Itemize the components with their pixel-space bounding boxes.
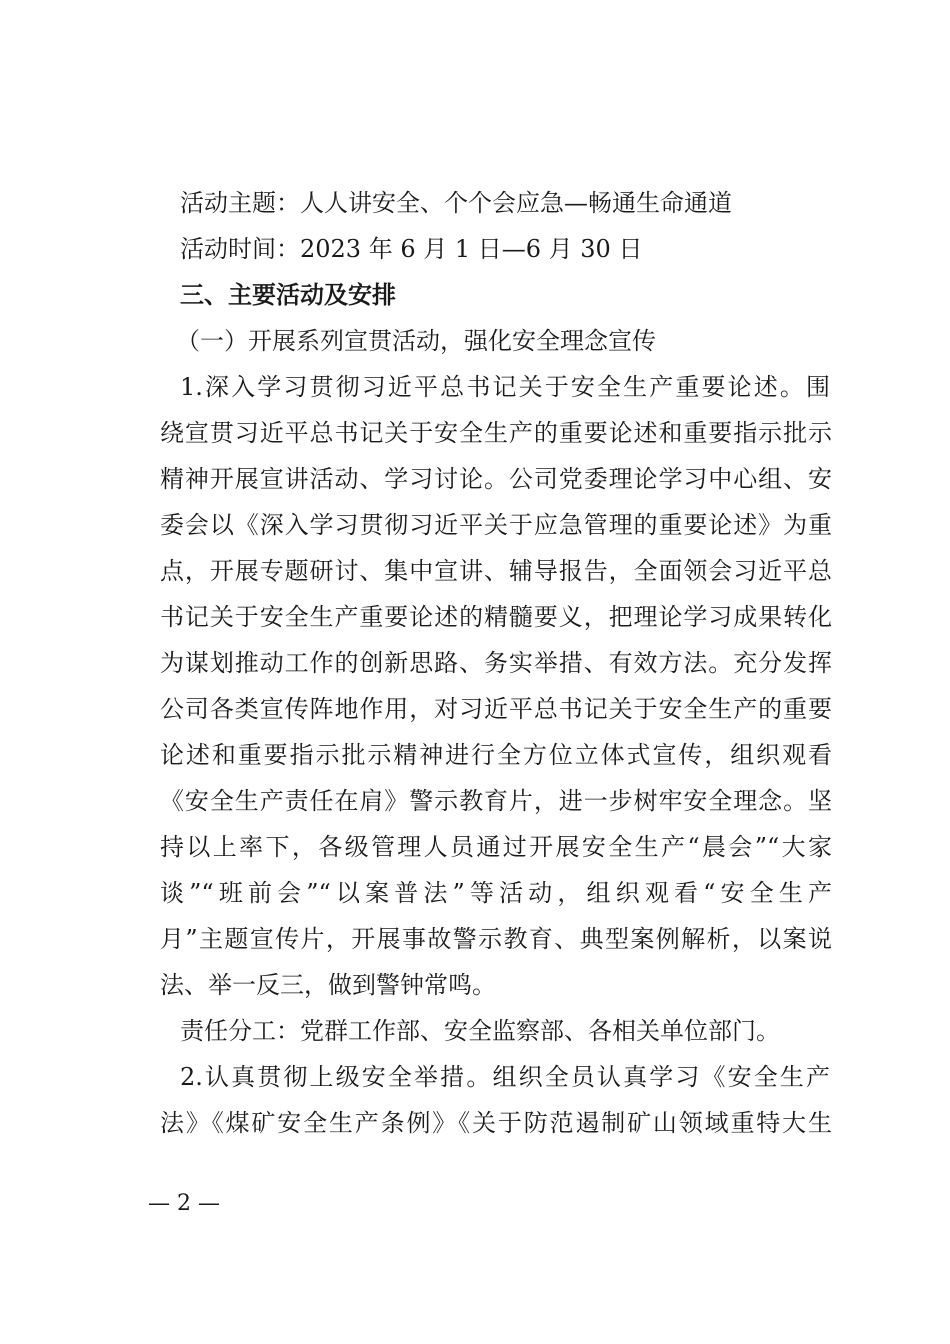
- paragraph-line: 《安全生产责任在肩》警示教育片，进一步树牢安全理念。坚: [160, 787, 832, 815]
- paragraph-line: 点，开展专题研讨、集中宣讲、辅导报告，全面领会习近平总: [160, 557, 832, 585]
- responsibility-line: 责任分工：党群工作部、安全监察部、各相关单位部门。: [180, 1017, 780, 1045]
- activity-time-line: 活动时间：2023 年 6 月 1 日—6 月 30 日: [180, 235, 643, 263]
- paragraph-line: 1.深入学习贯彻习近平总书记关于安全生产重要论述。围: [180, 373, 830, 401]
- section-heading: 三、主要活动及安排: [180, 281, 396, 309]
- paragraph-line: 持以上率下，各级管理人员通过开展安全生产“晨会”“大家: [160, 833, 832, 861]
- paragraph-line: 公司各类宣传阵地作用，对习近平总书记关于安全生产的重要: [160, 695, 832, 723]
- paragraph-line: 委会以《深入学习贯彻习近平关于应急管理的重要论述》为重: [160, 511, 832, 539]
- paragraph-line: 谈”“班前会”“以案普法”等活动，组织观看“安全生产: [160, 879, 832, 907]
- paragraph-line: 论述和重要指示批示精神进行全方位立体式宣传，组织观看: [160, 741, 832, 769]
- paragraph-line: 月”主题宣传片，开展事故警示教育、典型案例解析，以案说: [160, 925, 832, 953]
- paragraph-line: 绕宣贯习近平总书记关于安全生产的重要论述和重要指示批示: [160, 419, 832, 447]
- paragraph-line: 书记关于安全生产重要论述的精髓要义，把理论学习成果转化: [160, 603, 832, 631]
- activity-theme-line: 活动主题：人人讲安全、个个会应急—畅通生命通道: [180, 189, 732, 217]
- paragraph-line: 法、举一反三，做到警钟常鸣。: [160, 971, 496, 999]
- page-number: — 2 —: [148, 1191, 220, 1216]
- paragraph-line: 法》《煤矿安全生产条例》《关于防范遏制矿山领域重特大生: [160, 1109, 832, 1137]
- subsection-heading: （一）开展系列宣贯活动，强化安全理念宣传: [176, 327, 656, 355]
- paragraph-line: 精神开展宣讲活动、学习讨论。公司党委理论学习中心组、安: [160, 465, 832, 493]
- paragraph-line: 2.认真贯彻上级安全举措。组织全员认真学习《安全生产: [180, 1063, 830, 1091]
- paragraph-line: 为谋划推动工作的创新思路、务实举措、有效方法。充分发挥: [160, 649, 832, 677]
